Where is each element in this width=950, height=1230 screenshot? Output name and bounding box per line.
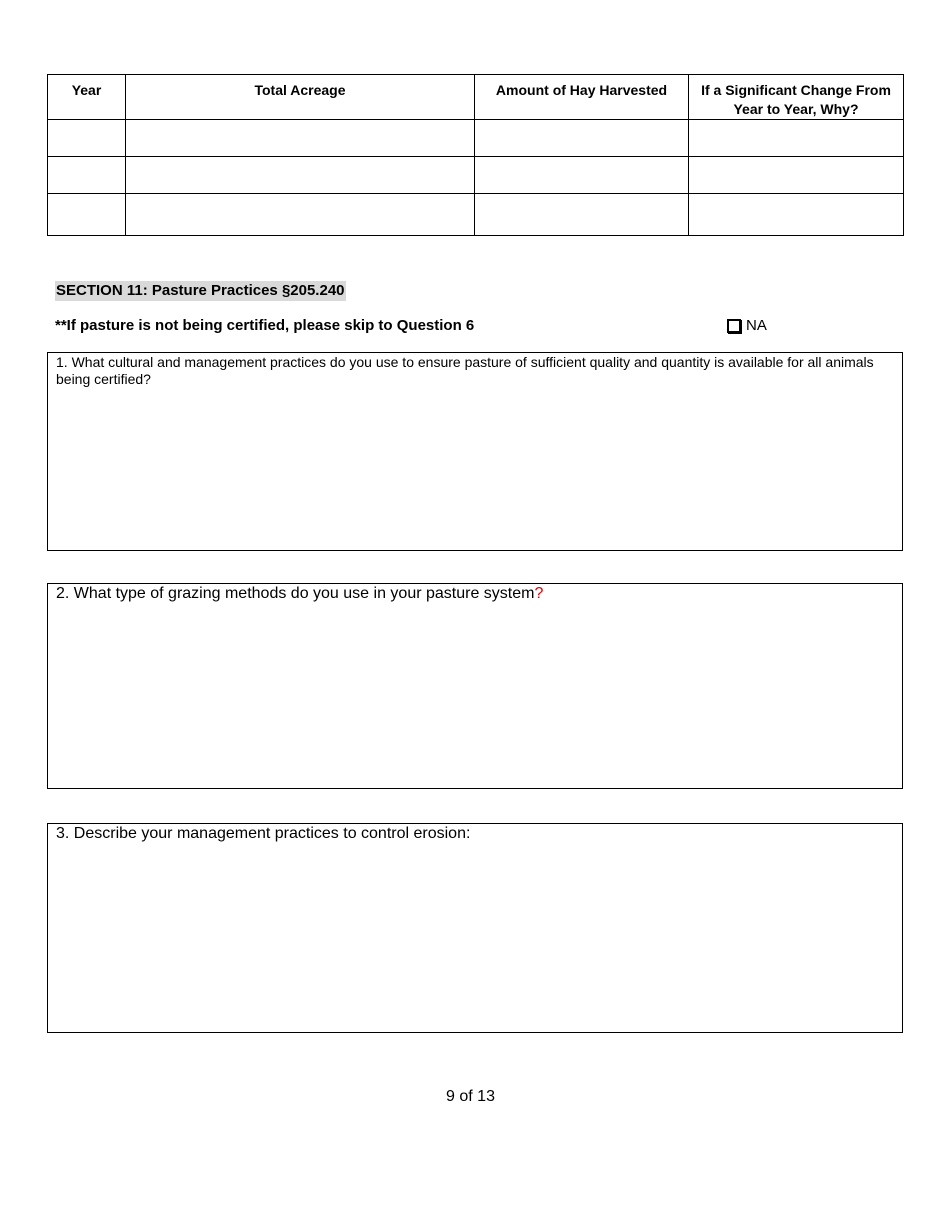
cell-year[interactable] [48, 194, 126, 236]
cell-hay-harvested[interactable] [475, 157, 689, 194]
table-header-row [48, 75, 904, 120]
question-3-text: 3. Describe your management practices to control erosion: [56, 825, 471, 842]
col-header-hay-harvested: Amount of Hay Harvested [475, 75, 689, 120]
cell-change-reason[interactable] [689, 194, 904, 236]
question-1-text: 1. What cultural and management practices do you use to ensure pasture of sufficient quality and quantity is available for all animals being certified? [56, 354, 874, 387]
cell-hay-harvested[interactable] [475, 194, 689, 236]
skip-instruction: **If pasture is not being certified, please skip to Question 6 [55, 317, 475, 334]
na-option[interactable] [727, 317, 767, 335]
col-header-total-acreage: Total Acreage [126, 75, 475, 120]
cell-change-reason[interactable] [689, 120, 904, 157]
question-3-box[interactable] [47, 823, 903, 1033]
cell-total-acreage[interactable] [126, 194, 475, 236]
question-2-mark: ? [534, 585, 544, 602]
cell-year[interactable] [48, 157, 126, 194]
question-2-prompt [48, 584, 902, 603]
section-title: SECTION 11: Pasture Practices §205.240 [56, 282, 345, 299]
cell-change-reason[interactable] [689, 157, 904, 194]
question-1-box[interactable] [47, 352, 903, 551]
table-row [48, 120, 904, 157]
table-row [48, 194, 904, 236]
na-label: NA [746, 317, 767, 334]
col-header-year: Year [48, 75, 126, 120]
cell-total-acreage[interactable] [126, 157, 475, 194]
page-number: 9 of 13 [446, 1088, 495, 1105]
question-2-text: 2. What type of grazing methods do you use in your pasture system [56, 585, 535, 602]
na-checkbox[interactable] [727, 319, 741, 333]
hay-harvest-table [47, 74, 904, 236]
col-header-change-reason: If a Significant Change From Year to Year, Why? [689, 75, 904, 120]
table-row [48, 157, 904, 194]
cell-year[interactable] [48, 120, 126, 157]
cell-total-acreage[interactable] [126, 120, 475, 157]
question-2-box[interactable] [47, 583, 903, 789]
cell-hay-harvested[interactable] [475, 120, 689, 157]
